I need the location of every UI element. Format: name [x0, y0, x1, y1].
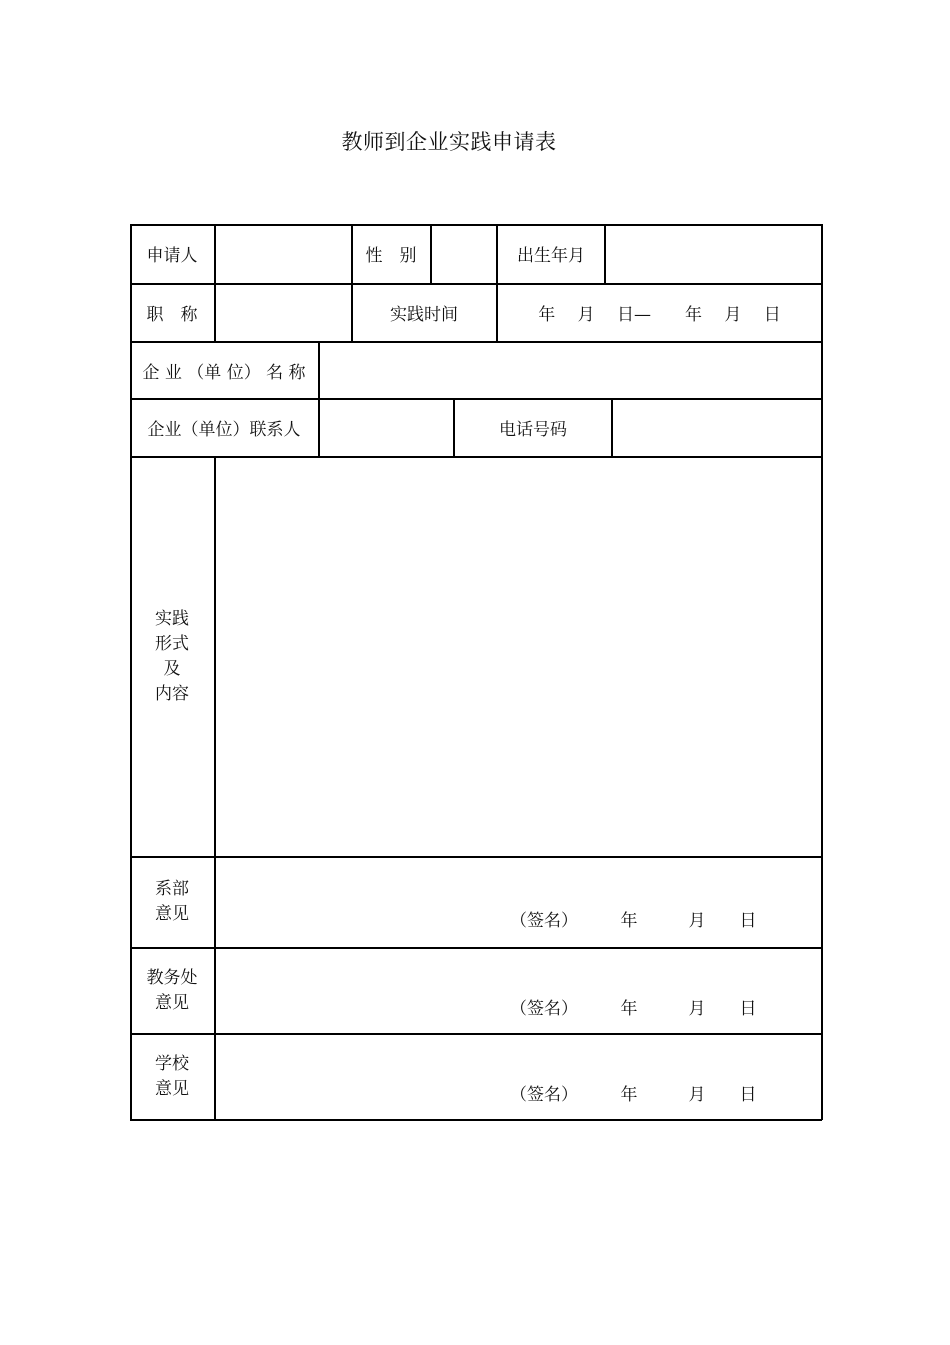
table-border-right: [821, 224, 823, 1120]
label-line: 教务处: [146, 967, 198, 988]
label-line: 及: [163, 658, 181, 679]
label-line: 意见: [155, 904, 189, 924]
school-signature-line: （签名） 年 月 日: [510, 1085, 757, 1105]
practice-content-field[interactable]: [216, 457, 821, 856]
phone-label: 电话号码: [499, 420, 567, 440]
label-line: 学校: [155, 1053, 189, 1074]
academic-affairs-opinion-field[interactable]: [216, 948, 821, 1033]
applicant-field[interactable]: [216, 224, 351, 283]
label-line: 意见: [155, 992, 189, 1013]
academic-affairs-opinion-label: [130, 948, 214, 1033]
birth-date-label: 出生年月: [517, 246, 585, 266]
label-line: 实践: [155, 608, 189, 629]
label-line: 形式: [155, 633, 189, 654]
practice-period-label: 实践时间: [390, 305, 458, 325]
application-form: [130, 224, 822, 1120]
gender-label: 性 别: [365, 246, 417, 266]
company-contact-label: 企业（单位）联系人: [147, 420, 301, 440]
department-opinion-field[interactable]: [216, 857, 821, 947]
department-opinion-label: [130, 857, 214, 947]
school-opinion-label: [130, 1034, 214, 1119]
job-title-field[interactable]: [216, 284, 351, 341]
company-name-field[interactable]: [320, 342, 821, 398]
school-opinion-field[interactable]: [216, 1034, 821, 1119]
job-title-label: 职 称: [146, 305, 198, 325]
department-signature-line: （签名） 年 月 日: [510, 911, 757, 931]
academic-affairs-signature-line: （签名） 年 月 日: [510, 999, 757, 1019]
phone-field[interactable]: [613, 399, 821, 456]
label-line: 系部: [155, 879, 189, 899]
company-name-label: 企 业 （单 位） 名 称: [142, 362, 306, 383]
practice-content-label: [130, 457, 214, 856]
label-line: 内容: [155, 683, 189, 704]
page-title: 教师到企业实践申请表: [341, 130, 557, 154]
practice-period-field[interactable]: 年 月 日— 年 月 日: [538, 305, 781, 325]
gender-field[interactable]: [432, 224, 496, 283]
applicant-label: 申请人: [146, 246, 198, 266]
label-line: 意见: [155, 1078, 189, 1099]
company-contact-field[interactable]: [320, 399, 453, 456]
birth-date-field[interactable]: [606, 224, 821, 283]
table-border-bottom: [130, 1119, 822, 1121]
